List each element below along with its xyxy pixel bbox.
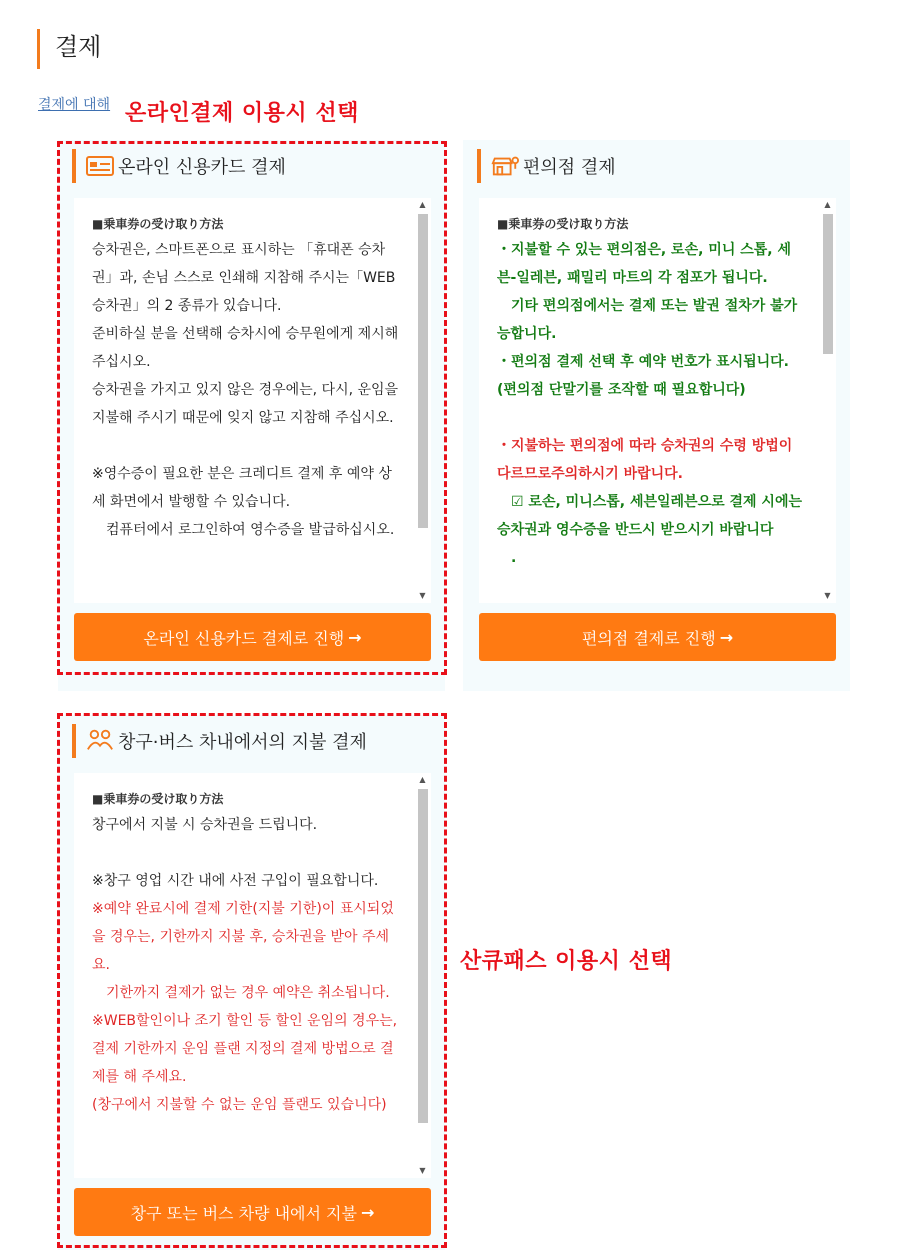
- text-line: 기타 편의점에서는 결제 또는 발권 절차가 불가능합니다.: [497, 298, 798, 342]
- text-line: 준비하실 분을 선택해 승차시에 승무원에게 제시해 주십시오.: [92, 326, 399, 370]
- text-line: 승차권은, 스마트폰으로 표시하는 「휴대폰 승차권」과, 손님 스스로 인쇄해 지참해 주시는「WEB 승차권」의 2 종류가 있습니다.: [92, 242, 396, 314]
- text-line: ※예약 완료시에 결제 기한(지불 기한)이 표시되었을 경우는, 기한까지 지불 후, 승차권을 받아 주세요.: [92, 901, 394, 973]
- highlight-box-online: [57, 141, 447, 675]
- text-line: ☑ 로손, 미니스톱, 세븐일레븐으로 결제 시에는 승차권과 영수증을 반드시 받으시기 바랍니다: [497, 494, 802, 538]
- arrow-right-icon: →: [360, 1202, 375, 1222]
- scroll-down-icon[interactable]: ▼: [419, 591, 426, 600]
- button-label: 온라인 신용카드 결제로 진행: [143, 628, 345, 648]
- convenience-store-payment-card: [463, 140, 850, 691]
- convenience-store-icon: [491, 155, 519, 177]
- page-title: 결제: [37, 29, 101, 69]
- text-line: ※WEB할인이나 조기 할인 등 할인 운임의 경우는, 결제 기한까지 운임 플랜 지정의 결제 방법으로 결제를 해 주세요.: [92, 1013, 398, 1085]
- arrow-right-icon: →: [348, 627, 362, 647]
- button-label: 편의점 결제로 진행: [581, 628, 716, 648]
- text-line: ・편의점 결제 선택 후 예약 번호가 표시됩니다. (편의점 단말기를 조작할 때 필요합니다): [497, 354, 789, 398]
- info-scroll-box[interactable]: [479, 198, 836, 603]
- subheading: ■乗車券の受け取り方法: [92, 792, 224, 806]
- text-line: 컴퓨터에서 로그인하여 영수증을 발급하십시오.: [92, 522, 395, 538]
- scroll-up-icon[interactable]: ▲: [419, 775, 426, 784]
- card-title: 창구·버스 차내에서의 지불 결제: [118, 732, 367, 753]
- text-line: ※창구 영업 시간 내에 사전 구입이 필요합니다.: [92, 873, 379, 889]
- scroll-down-icon[interactable]: ▼: [824, 591, 831, 600]
- text-line: 승차권을 가지고 있지 않은 경우에는, 다시, 운임을 지불해 주시기 때문에 잊지 않고 지참해 주십시오.: [92, 382, 399, 426]
- text-line: ※영수증이 필요한 분은 크레디트 결제 후 예약 상세 화면에서 발행할 수 있습니다.: [92, 466, 392, 510]
- proceed-store-button[interactable]: [479, 613, 836, 661]
- scrollbar[interactable]: [819, 198, 836, 603]
- annotation-online: 온라인결제 이용시 선택: [125, 101, 359, 126]
- text-line: 기한까지 결제가 없는 경우 예약은 취소됩니다.: [92, 985, 390, 1001]
- text-line: (창구에서 지불할 수 없는 운임 플랜도 있습니다): [92, 1097, 387, 1113]
- highlight-box-sunq: [57, 713, 447, 1248]
- card-title: 편의점 결제: [523, 157, 616, 178]
- text-line: [497, 404, 807, 432]
- scroll-up-icon[interactable]: ▲: [824, 200, 831, 209]
- text-line: .: [497, 550, 517, 566]
- arrow-right-icon: →: [719, 627, 734, 647]
- scroll-up-icon[interactable]: ▲: [419, 200, 426, 209]
- button-label: 창구 또는 버스 차량 내에서 지불: [130, 1203, 357, 1223]
- text-line: 창구에서 지불 시 승차권을 드립니다.: [92, 817, 318, 833]
- about-payment-link[interactable]: 결제에 대해: [38, 97, 111, 113]
- card-header: [477, 149, 616, 183]
- subheading: ■乗車券の受け取り方法: [497, 217, 629, 231]
- text-line: ・지불할 수 있는 편의점은, 로손, 미니 스톱, 세븐-일레븐, 패밀리 마트의 각 점포가 됩니다.: [497, 242, 791, 286]
- card-title: 온라인 신용카드 결제: [118, 157, 286, 178]
- annotation-sunq: 산큐패스 이용시 선택: [460, 949, 673, 974]
- scroll-down-icon[interactable]: ▼: [419, 1166, 426, 1175]
- subheading: ■乗車券の受け取り方法: [92, 217, 224, 231]
- text-line: ・지불하는 편의점에 따라 승차권의 수령 방법이 다르므로주의하시기 바랍니다.: [497, 438, 793, 482]
- scroll-thumb[interactable]: [823, 214, 833, 354]
